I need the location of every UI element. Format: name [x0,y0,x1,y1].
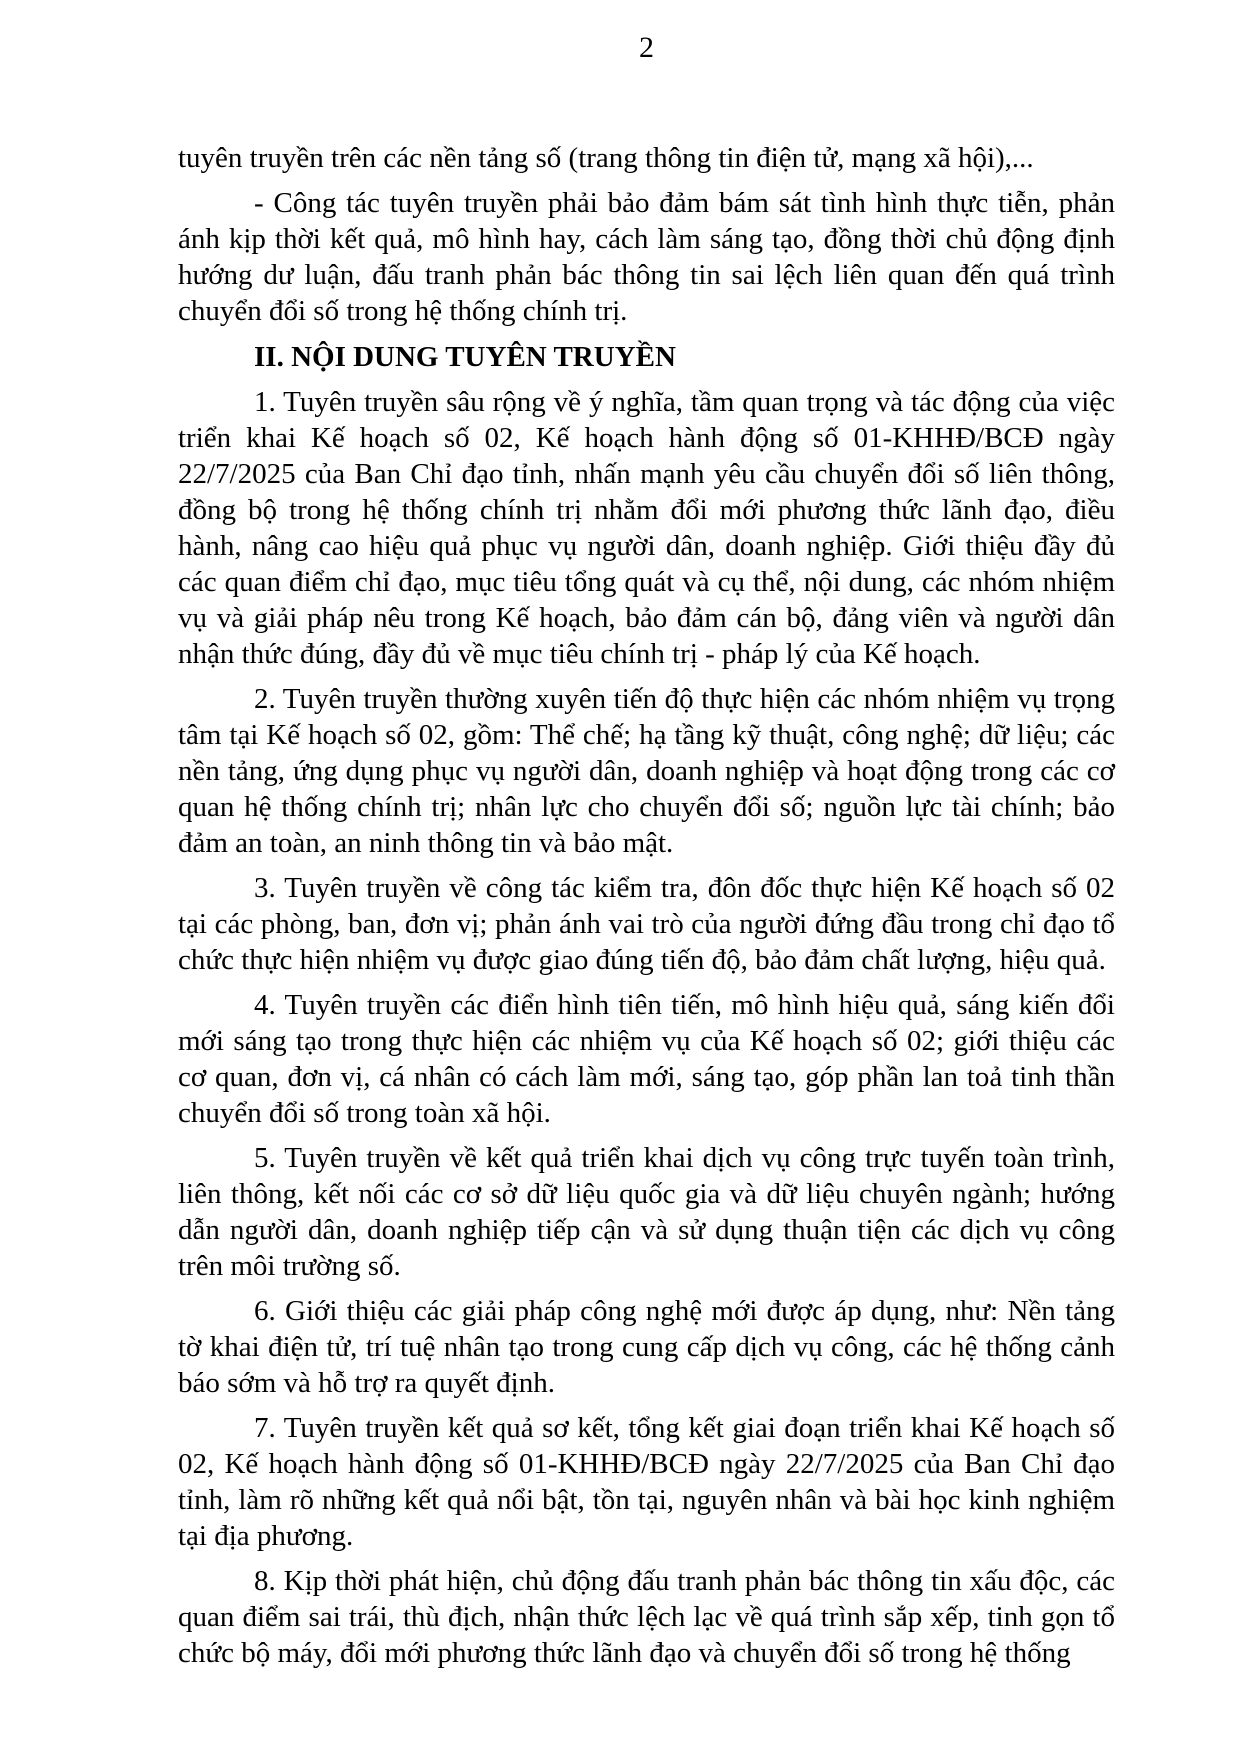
paragraph: 2. Tuyên truyền thường xuyên tiến độ thực hiện các nhóm nhiệm vụ trọng tâm tại Kế hoạch số 02, gồm: Thể chế; hạ tầng kỹ thuật, công nghệ; dữ liệu; các nền tảng, ứng dụng phục vụ người dân, doanh nghiệp và hoạt động trong các cơ quan hệ thống chính trị; nhân lực cho chuyển đổi số; nguồn lực tài chính; bảo đảm an toàn, an ninh thông tin và bảo mật. [178,683,1115,859]
paragraph: 4. Tuyên truyền các điển hình tiên tiến, mô hình hiệu quả, sáng kiến đổi mới sáng tạo trong thực hiện các nhiệm vụ của Kế hoạch số 02; giới thiệu các cơ quan, đơn vị, cá nhân có cách làm mới, sáng tạo, góp phần lan toả tinh thần chuyển đổi số trong toàn xã hội. [178,989,1115,1129]
paragraph: tuyên truyền trên các nền tảng số (trang thông tin điện tử, mạng xã hội),... [178,142,1034,174]
paragraph: 7. Tuyên truyền kết quả sơ kết, tổng kết giai đoạn triển khai Kế hoạch số 02, Kế hoạch hành động số 01-KHHĐ/BCĐ ngày 22/7/2025 của Ban Chỉ đạo tỉnh, làm rõ những kết quả nổi bật, tồn tại, nguyên nhân và bài học kinh nghiệm tại địa phương. [178,1412,1115,1552]
paragraph: 5. Tuyên truyền về kết quả triển khai dịch vụ công trực tuyến toàn trình, liên thông, kết nối các cơ sở dữ liệu quốc gia và dữ liệu chuyên ngành; hướng dẫn người dân, doanh nghiệp tiếp cận và sử dụng thuận tiện các dịch vụ công trên môi trường số. [178,1142,1115,1282]
paragraph: 8. Kịp thời phát hiện, chủ động đấu tranh phản bác thông tin xấu độc, các quan điểm sai trái, thù địch, nhận thức lệch lạc về quá trình sắp xếp, tinh gọn tổ chức bộ máy, đổi mới phương thức lãnh đạo và chuyển đổi số trong hệ thống [178,1565,1115,1669]
paragraph: 3. Tuyên truyền về công tác kiểm tra, đôn đốc thực hiện Kế hoạch số 02 tại các phòng, ban, đơn vị; phản ánh vai trò của người đứng đầu trong chỉ đạo tổ chức thực hiện nhiệm vụ được giao đúng tiến độ, bảo đảm chất lượng, hiệu quả. [178,872,1115,976]
section-heading: II. NỘI DUNG TUYÊN TRUYỀN [254,341,676,373]
paragraph: 1. Tuyên truyền sâu rộng về ý nghĩa, tầm quan trọng và tác động của việc triển khai Kế hoạch số 02, Kế hoạch hành động số 01-KHHĐ/BCĐ ngày 22/7/2025 của Ban Chỉ đạo tỉnh, nhấn mạnh yêu cầu chuyển đổi số liên thông, đồng bộ trong hệ thống chính trị nhằm đổi mới phương thức lãnh đạo, điều hành, nâng cao hiệu quả phục vụ người dân, doanh nghiệp. Giới thiệu đầy đủ các quan điểm chỉ đạo, mục tiêu tổng quát và cụ thể, nội dung, các nhóm nhiệm vụ và giải pháp nêu trong Kế hoạch, bảo đảm cán bộ, đảng viên và người dân nhận thức đúng, đầy đủ về mục tiêu chính trị - pháp lý của Kế hoạch. [178,386,1115,670]
document-body [178,140,1115,1671]
paragraph: - Công tác tuyên truyền phải bảo đảm bám sát tình hình thực tiễn, phản ánh kịp thời kết quả, mô hình hay, cách làm sáng tạo, đồng thời chủ động định hướng dư luận, đấu tranh phản bác thông tin sai lệch liên quan đến quá trình chuyển đổi số trong hệ thống chính trị. [178,187,1115,327]
paragraph: 6. Giới thiệu các giải pháp công nghệ mới được áp dụng, như: Nền tảng tờ khai điện tử, trí tuệ nhân tạo trong cung cấp dịch vụ công, các hệ thống cảnh báo sớm và hỗ trợ ra quyết định. [178,1295,1115,1399]
page-number: 2 [639,31,654,64]
